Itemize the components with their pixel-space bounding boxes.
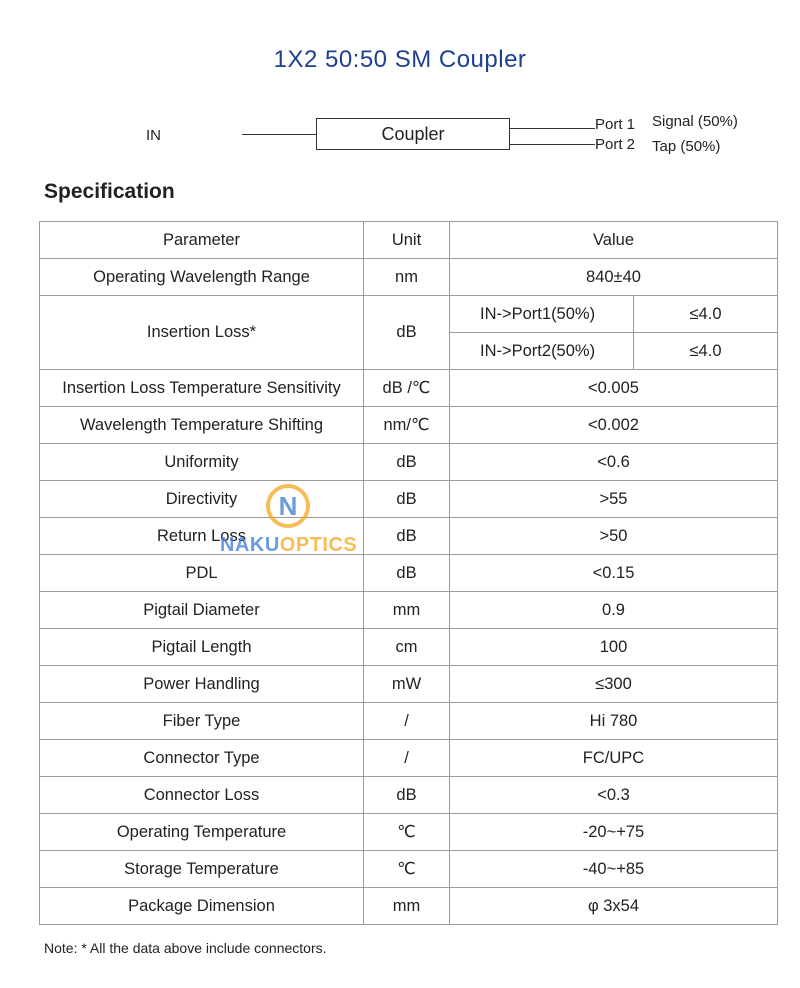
param-cell: Storage Temperature [40, 851, 364, 888]
coupler-box: Coupler [316, 118, 510, 150]
unit-cell: ℃ [364, 851, 450, 888]
param-cell: Return Loss [40, 518, 364, 555]
unit-cell: dB [364, 555, 450, 592]
unit-cell: mm [364, 888, 450, 925]
table-row [40, 481, 778, 518]
table-row [40, 888, 778, 925]
input-label: IN [146, 127, 161, 144]
value-cell: -40~+85 [450, 851, 778, 888]
value-cell: 840±40 [450, 259, 778, 296]
value-cell: <0.6 [450, 444, 778, 481]
input-fiber-line [242, 134, 316, 135]
coupler-diagram [0, 100, 800, 170]
value-cell: <0.15 [450, 555, 778, 592]
port2-fiber-line [510, 144, 595, 145]
param-cell: Uniformity [40, 444, 364, 481]
table-row [40, 518, 778, 555]
value-cell: <0.3 [450, 777, 778, 814]
param-cell: PDL [40, 555, 364, 592]
value-cell: >50 [450, 518, 778, 555]
unit-cell: mm [364, 592, 450, 629]
table-row [40, 703, 778, 740]
param-cell: Connector Loss [40, 777, 364, 814]
unit-cell: dB [364, 481, 450, 518]
table-row [40, 259, 778, 296]
port1-fiber-line [510, 128, 595, 129]
port1-label: Port 1 [595, 116, 636, 133]
port2-label: Port 2 [595, 136, 636, 153]
value-cell: -20~+75 [450, 814, 778, 851]
param-cell: Connector Type [40, 740, 364, 777]
port2-signal-label: Tap (50%) [652, 138, 721, 155]
param-cell: Fiber Type [40, 703, 364, 740]
param-cell: Package Dimension [40, 888, 364, 925]
table-row [40, 370, 778, 407]
footnote: Note: * All the data above include connectors. [44, 940, 327, 956]
table-row [40, 814, 778, 851]
header-parameter: Parameter [40, 222, 364, 259]
param-cell: Wavelength Temperature Shifting [40, 407, 364, 444]
table-row [40, 777, 778, 814]
table-row [40, 851, 778, 888]
unit-cell: cm [364, 629, 450, 666]
sub-path-cell: IN->Port1(50%) [450, 296, 634, 333]
table-row [40, 740, 778, 777]
param-cell: Directivity [40, 481, 364, 518]
table-row [40, 444, 778, 481]
table-row [40, 555, 778, 592]
param-cell: Insertion Loss Temperature Sensitivity [40, 370, 364, 407]
unit-cell: dB [364, 444, 450, 481]
unit-cell: dB [364, 296, 450, 370]
value-cell: >55 [450, 481, 778, 518]
value-cell: <0.002 [450, 407, 778, 444]
table-row [40, 666, 778, 703]
unit-cell: / [364, 703, 450, 740]
unit-cell: dB [364, 777, 450, 814]
value-cell: ≤300 [450, 666, 778, 703]
param-cell: Insertion Loss* [40, 296, 364, 370]
watermark-text-b: OPTICS [279, 534, 358, 556]
table-row [40, 629, 778, 666]
param-cell: Pigtail Diameter [40, 592, 364, 629]
unit-cell: nm/℃ [364, 407, 450, 444]
sub-value-cell: ≤4.0 [634, 333, 778, 370]
specification-table [39, 221, 778, 925]
param-cell: Power Handling [40, 666, 364, 703]
unit-cell: dB /℃ [364, 370, 450, 407]
unit-cell: mW [364, 666, 450, 703]
header-unit: Unit [364, 222, 450, 259]
table-row [40, 592, 778, 629]
header-value: Value [450, 222, 778, 259]
value-cell: <0.005 [450, 370, 778, 407]
value-cell: FC/UPC [450, 740, 778, 777]
unit-cell: nm [364, 259, 450, 296]
page-title: 1X2 50:50 SM Coupler [273, 46, 527, 73]
unit-cell: ℃ [364, 814, 450, 851]
param-cell: Operating Temperature [40, 814, 364, 851]
port1-signal-label: Signal (50%) [652, 113, 738, 130]
value-cell: 100 [450, 629, 778, 666]
watermark-text-a: NAKU [220, 534, 280, 556]
value-cell: φ 3x54 [450, 888, 778, 925]
table-row [40, 407, 778, 444]
value-cell: 0.9 [450, 592, 778, 629]
unit-cell: dB [364, 518, 450, 555]
param-cell: Operating Wavelength Range [40, 259, 364, 296]
specification-heading: Specification [44, 180, 175, 203]
value-cell: Hi 780 [450, 703, 778, 740]
param-cell: Pigtail Length [40, 629, 364, 666]
table-row [40, 296, 778, 333]
sub-value-cell: ≤4.0 [634, 296, 778, 333]
sub-path-cell: IN->Port2(50%) [450, 333, 634, 370]
unit-cell: / [364, 740, 450, 777]
table-header-row [40, 222, 778, 259]
logo-icon: N [266, 484, 310, 528]
